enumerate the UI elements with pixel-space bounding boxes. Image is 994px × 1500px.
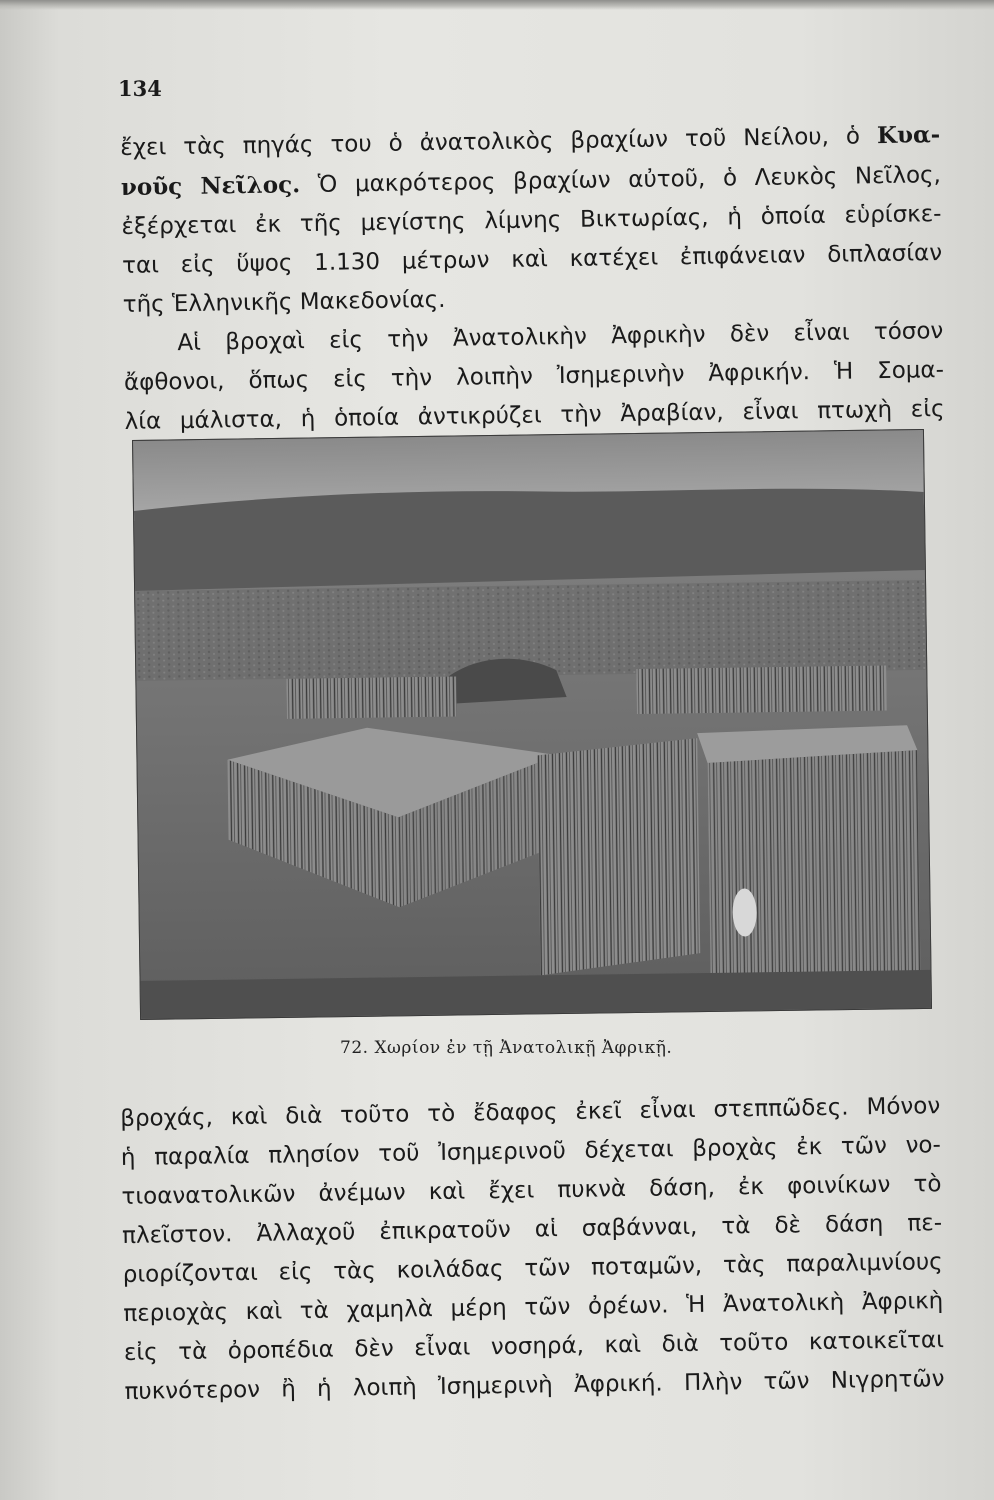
text-line: τιοανατολικῶν ἀνέμων καὶ ἔχει πυκνὰ δάση, ἐκ φοινίκων τὸ	[121, 1171, 942, 1210]
text-line: ἄφθονοι, ὅπως εἰς τὴν λοιπὴν Ἰσημερινὴν Ἀφρικήν. Ἡ Σομα-	[123, 357, 945, 396]
back-fence	[636, 665, 887, 713]
text-line: τῆς Ἑλληνικῆς Μακεδονίας.	[122, 286, 446, 318]
text-line-part: ἔχει τὰς πηγάς του ὁ ἀνατολικὸς βραχίων τοῦ Νείλου, ὁ	[120, 123, 878, 161]
text-line: ἡ παραλία πλησίον τοῦ Ἰσημερινοῦ δέχεται βροχὰς ἐκ τῶν νο-	[120, 1132, 942, 1171]
text-line: περιοχὰς καὶ τὰ χαμηλὰ μέρη τῶν ὀρέων. Ἡ Ἀνατολικὴ Ἀφρικὴ	[123, 1288, 944, 1327]
text-block-top	[120, 115, 945, 442]
page-number: 134	[118, 76, 162, 101]
text-line: βροχάς, καὶ διὰ τοῦτο τὸ ἔδαφος ἐκεῖ εἶναι στεππῶδες. Μόνον	[120, 1093, 941, 1132]
village-photo-drawing	[133, 430, 931, 1019]
text-line: εἰς τὰ ὀροπέδια δὲν εἶναι νοσηρά, καὶ διὰ τοῦτο κατοικεῖται	[123, 1327, 945, 1366]
text-line: Αἱ βροχαὶ εἰς τὴν Ἀνατολικὴν Ἀφρικὴν δὲν εἶναι τόσον	[177, 318, 944, 357]
back-fence	[286, 676, 457, 718]
figure-caption: 72. Χωρίον ἐν τῇ Ἀνατολικῇ Ἀφρικῇ.	[340, 1038, 673, 1058]
text-line: ται εἰς ὕψος 1.130 μέτρων καὶ κατέχει ἐπιφάνειαν διπλασίαν	[121, 240, 943, 279]
text-line: λία μάλιστα, ἡ ὁποία ἀντικρύζει τὴν Ἀραβίαν, εἶναι πτωχὴ εἰς	[124, 396, 945, 435]
bold-term: Κυα-	[876, 121, 941, 150]
bold-term: νοῦς Νεῖλος.	[120, 171, 301, 201]
center-enclosure-wall	[537, 738, 700, 975]
text-line: ριορίζονται εἰς τὰς κοιλάδας τῶν ποταμῶν, τὰς παραλιμνίους	[122, 1249, 943, 1288]
text-line: πλεῖστον. Ἀλλαχοῦ ἐπικρατοῦν αἱ σαβάνναι, τὰ δὲ δάση πε-	[121, 1210, 943, 1249]
text-line: ἐξέρχεται ἐκ τῆς μεγίστης λίμνης Βικτωρίας, ἡ ὁποία εὑρίσκε-	[121, 201, 942, 240]
text-block-bottom	[120, 1087, 945, 1412]
text-line-part: Ὁ μακρότερος βραχίων αὐτοῦ, ὁ Λευκὸς Νεῖλος,	[299, 162, 942, 199]
text-line: πυκνότερον ἢ ἡ λοιπὴ Ἰσημερινὴ Ἀφρική. Πλὴν τῶν Νιγρητῶν	[124, 1366, 945, 1405]
village-photo	[132, 429, 932, 1020]
right-enclosure-wall	[707, 750, 920, 1003]
page-top-edge	[0, 0, 994, 10]
